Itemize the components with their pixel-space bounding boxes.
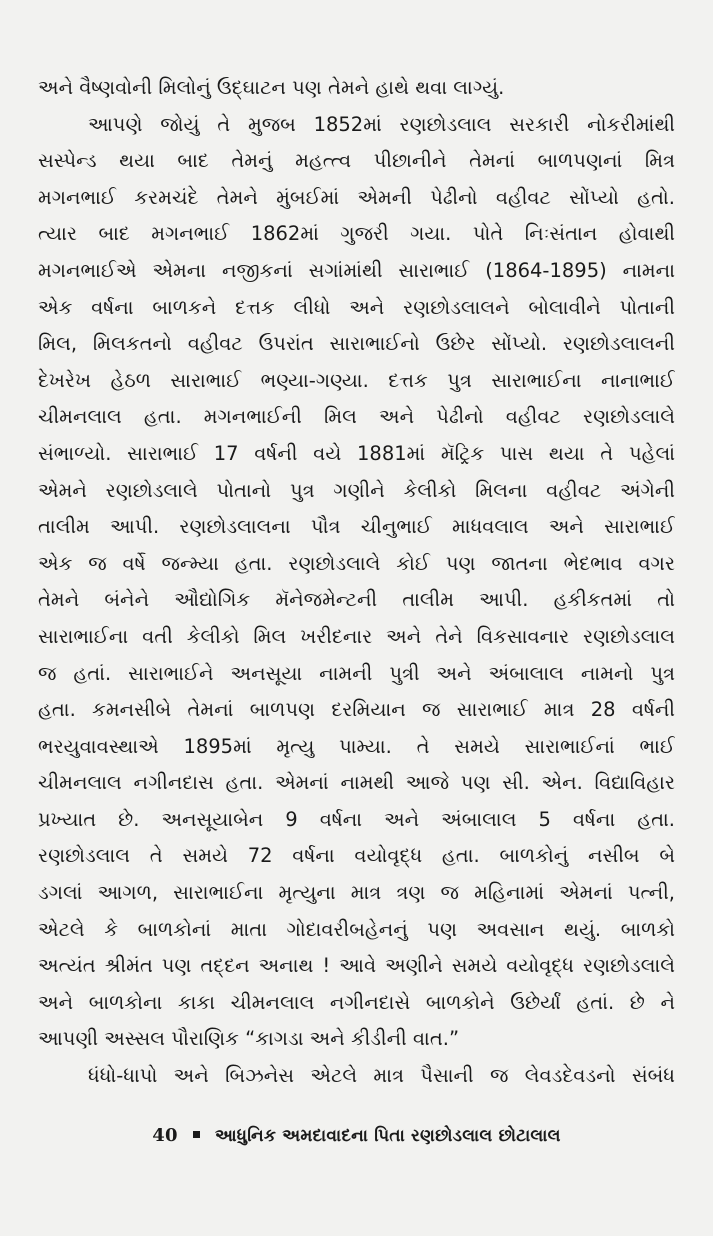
text-line: રણછોડલાલ તે સમયે 72 વર્ષના વયોવૃદ્ધ હતા. બાળકોનું નસીબ બે: [38, 844, 675, 868]
text-line: તાલીમ આપી. રણછોડલાલના પૌત્ર ચીનુભાઈ માધવલાલ અને સારાભાઈ: [38, 515, 675, 539]
square-bullet-icon: [193, 1131, 200, 1138]
text-line: અત્યંત શ્રીમંત પણ તદ્દન અનાથ ! આવે અણીને સમયે વયોવૃદ્ધ રણછોડલાલે: [38, 954, 675, 978]
text-line: ભરયુવાવસ્થાએ 1895માં મૃત્યુ પામ્યા. તે સમયે સારાભાઈનાં ભાઈ: [38, 734, 675, 758]
text-line: ચીમનલાલ હતા. મગનભાઈની મિલ અને પેઢીનો વહીવટ રણછોડલાલે: [38, 405, 675, 429]
text-line: આપણે જોયું તે મુજબ 1852માં રણછોડલાલ સરકારી નોકરીમાંથી: [88, 112, 675, 136]
text-line: આપણી અસ્સલ પૌરાણિક “કાગડા અને કીડીની વાત.”: [38, 1027, 460, 1051]
text-line: સંભાળ્યો. સારાભાઈ 17 વર્ષની વયે 1881માં મૅટ્રિક પાસ થયા તે પહેલાં: [38, 441, 675, 465]
text-line: એક જ વર્ષે જન્મ્યા હતા. રણછોડલાલે કોઈ પણ જાતના ભેદભાવ વગર: [38, 551, 675, 575]
text-line: પ્રખ્યાત છે. અનસૂયાબેન 9 વર્ષના અને અંબાલાલ 5 વર્ષના હતા.: [38, 807, 675, 831]
text-line: સારાભાઈના વતી કેલીકો મિલ ખરીદનાર અને તેને વિકસાવનાર રણછોડલાલ: [38, 624, 675, 648]
text-line: એટલે કે બાળકોનાં માતા ગોદાવરીબહેનનું પણ અવસાન થયું. બાળકો: [38, 917, 675, 941]
text-line: ત્યાર બાદ મગનભાઈ 1862માં ગુજરી ગયા. પોતે નિઃસંતાન હોવાથી: [38, 222, 675, 246]
text-line: ડગલાં આગળ, સારાભાઈના મૃત્યુના માત્ર ત્રણ જ મહિનામાં એમનાં પત્ની,: [38, 881, 675, 905]
running-title: આધુનિક અમદાવાદના પિતા રણછોડલાલ છોટાલાલ: [214, 1126, 561, 1146]
text-line: એમને રણછોડલાલે પોતાનો પુત્ર ગણીને કેલીકો મિલના વહીવટ અંગેની: [38, 478, 675, 502]
text-line: સસ્પેન્ડ થયા બાદ તેમનું મહત્ત્વ પીછાનીને તેમનાં બાળપણનાં મિત્ર: [38, 149, 675, 173]
text-line: અને બાળકોના કાકા ચીમનલાલ નગીનદાસે બાળકોને ઉછેર્યાં હતાં. છે ને: [38, 990, 675, 1014]
page-footer: [0, 1125, 713, 1146]
text-line: ધંધો-ધાપો અને બિઝનેસ એટલે માત્ર પૈસાની જ લેવડદેવડનો સંબંધ: [88, 1064, 675, 1088]
text-line: તેમને બંનેને ઔદ્યોગિક મૅનેજમેન્ટની તાલીમ આપી. હકીકતમાં તો: [38, 588, 675, 612]
text-line: ચીમનલાલ નગીનદાસ હતા. એમનાં નામથી આજે પણ સી. એન. વિદ્યાવિહાર: [38, 771, 675, 795]
text-line: દેખરેખ હેઠળ સારાભાઈ ભણ્યા-ગણ્યા. દત્તક પુત્ર સારાભાઈના નાનાભાઈ: [38, 368, 675, 392]
text-line: જ હતાં. સારાભાઈને અનસૂયા નામની પુત્રી અને અંબાલાલ નામનો પુત્ર: [38, 661, 675, 685]
text-line: મગનભાઈએ એમના નજીકનાં સગાંમાંથી સારાભાઈ (1864-1895) નામના: [38, 258, 675, 282]
text-line: હતા. કમનસીબે તેમનાં બાળપણ દરમિયાન જ સારાભાઈ માત્ર 28 વર્ષની: [38, 698, 675, 722]
text-line: મિલ, મિલકતનો વહીવટ ઉપરાંત સારાભાઈનો ઉછેર સોંપ્યો. રણછોડલાલની: [38, 332, 675, 356]
text-line: અને વૈષ્ણવોની મિલોનું ઉદ્ઘાટન પણ તેમને હાથે થવા લાગ્યું.: [38, 76, 505, 99]
body-text: [38, 70, 675, 1095]
text-line: એક વર્ષના બાળકને દત્તક લીધો અને રણછોડલાલને બોલાવીને પોતાની: [38, 295, 675, 319]
page-number: 40: [152, 1125, 178, 1146]
text-line: મગનભાઈ કરમચંદે તેમને મુંબઈમાં એમની પેઢીનો વહીવટ સોંપ્યો હતો.: [38, 185, 675, 209]
